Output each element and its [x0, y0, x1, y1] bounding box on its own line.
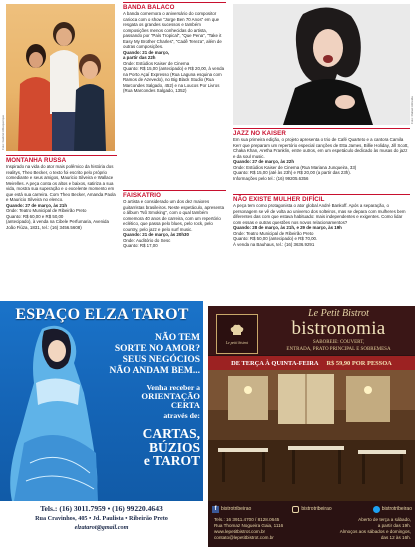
divider	[123, 2, 226, 3]
jazz-singer-photo	[233, 4, 410, 125]
bistrot-tel[interactable]: Tels.: 16 3911.4700 / 8128.0645	[214, 517, 280, 522]
elza-contact	[0, 501, 203, 547]
bistrot-sub2: ENTRADA, PRATO PRINCIPAL E SOBREMESA	[286, 347, 391, 352]
article-time: a partir das 22h	[123, 55, 156, 60]
article-when: Quando: 21 de março, às 20h30	[123, 232, 189, 237]
bistrot-hours	[330, 517, 411, 541]
instagram-link[interactable]: bistrotribeirao	[292, 506, 331, 513]
bistrot-logo	[216, 314, 258, 354]
article-body: Em sua primeira edição, o projeto apresenta o trio de Café Quarteto e a cantora Camila Kerr que preparam um repertório especial canções de Etta James, Billie Holiday, Jill Scott, Chaka Khan, Aretha Franklin, entre outros, em um espetáculo dedicado às musas do jazz e da soul music.	[233, 137, 409, 159]
elza-title: ESPAÇO ELZA TAROT	[15, 306, 189, 323]
elza-v2: ORIENTAÇÃO	[141, 391, 200, 402]
elza-phones[interactable]: Tels.: (16) 3011.7959 • (16) 99220.4643	[40, 504, 163, 513]
elza-q2: SORTE NO AMOR?	[114, 344, 200, 354]
elza-address: Rua Cravinhos, 405 • Jd. Paulista • Ribeirão Preto	[35, 515, 168, 522]
article-body: Inspirado na vida do ator mais polêmico da história dos realitys, Theo Becker, o texto foi escrito pelo próprio comediante e seus amigos, Mauricio Silveira e Wallace Meirelles. A peça conta os altos e baixos, satiriza a sua vida, mostra sua superação e o excelente momento em que está sua carreira. Com Theo Becker, Amanda Paola e Mauricio Silveira no elenco.	[6, 164, 116, 202]
faiskatrio-article	[123, 192, 227, 249]
twitter-icon	[373, 506, 380, 513]
article-where: Onde: Teatro Municipal de Ribeirão Preto	[233, 230, 314, 236]
elza-c3: e TAROT	[143, 453, 200, 468]
elza-tarot-ad[interactable]	[0, 301, 203, 547]
twitter-link[interactable]: bistrotribeirao	[373, 506, 412, 513]
article-extra: À venda na Bauhaus, tel.: (16) 3636.9291	[233, 241, 315, 247]
article-price: Quanto: R$ 15,00 (antecipado) e R$ 20,00, à venda na Porto Açaí Expresso (Rua Laguna esquina com Ramos de Azevedo), no Big Black Studio (Rua Marcondes Salgado, 452) e na Loucos Por Livros (Rua Marcondes Salgado, 1352)	[123, 66, 225, 93]
photo-credit: Foto: Gabriel Albuquerque	[1, 114, 5, 150]
article-price: Quanto: R$ 60,00 e R$ 50,00	[6, 213, 64, 219]
article-price: Quanto: R$ 50,00 (antecipado) e R$ 70,00.	[233, 236, 318, 241]
bistrot-addr: Rua Thomaz Nogueira Gaia, 1116	[214, 523, 284, 528]
article-price: Quanto: R$ 15,00 (até às 23h) e R$ 20,00 (a partir das 23h).	[233, 170, 351, 175]
divider	[123, 190, 226, 191]
elza-v4: através de:	[163, 410, 200, 420]
article-where: Onde: Estúdios Kaiser de Cinema	[123, 60, 190, 66]
elza-email[interactable]: elzatarot@gmail.com	[74, 524, 129, 531]
divider	[233, 194, 410, 195]
bistrot-social	[212, 504, 412, 514]
hours-line: Almoços aos sábados e domingos,	[339, 529, 411, 534]
elza-q4: NÃO ANDAM BEM...	[109, 366, 200, 376]
bistrot-header	[208, 306, 415, 355]
instagram-icon	[292, 506, 299, 513]
hours-line: Aberto de terça a sábado,	[358, 517, 411, 522]
bistrot-days: DE TERÇA À QUINTA-FEIRA	[231, 359, 319, 367]
article-info: Informações pelo tel.: (16) 99205.6356	[233, 175, 309, 181]
bistrot-sub1: SABOREIE: COUVERT,	[312, 340, 365, 345]
elza-c1: CARTAS,	[142, 426, 200, 441]
elza-services	[112, 427, 200, 468]
bistrot-ad[interactable]	[208, 306, 415, 547]
article-title: NÃO EXISTE MULHER DIFÍCIL	[233, 196, 325, 203]
elza-q3: SEUS NEGÓCIOS	[122, 355, 200, 365]
photo-credit: Foto: Rafael Almeida	[410, 96, 414, 124]
hours-line: a partir das 19h.	[377, 523, 411, 528]
article-title: FAISKATRIO	[123, 192, 162, 199]
article-when: Quando: 21 de março,	[123, 49, 170, 55]
elza-c2: BÚZIOS	[148, 439, 200, 455]
bistrot-price: R$ 59,90 POR PESSOA	[326, 359, 392, 367]
bistrot-price-band	[208, 356, 415, 370]
bistrot-brand-main: bistronomia	[291, 318, 386, 339]
elza-questions	[92, 333, 200, 377]
article-where: Onde: Auditório do Sesc	[123, 237, 171, 243]
bistrot-site[interactable]: www.lepetitbistrot.com.br	[214, 529, 266, 534]
bistrot-logo-text: Le petit bistrot	[225, 341, 249, 345]
article-body: A peça tem como protagonista o ator global André Bankoff. Após a separação, o personagem se vê de volta ao universo dos solteiros, mas se depara com mulheres bem diferentes das com que estava habituado: mais independentes e exigentes. Como lidar com essas e outras questões nos novos relacionamentos?	[233, 203, 406, 225]
facebook-icon: f	[212, 506, 219, 513]
hours-line: das 12 às 16h.	[380, 535, 411, 540]
elza-v3: CERTA	[170, 400, 200, 411]
chef-hat-icon	[229, 324, 245, 336]
bistrot-brand-top: Le Petit Bistrot	[308, 308, 369, 319]
article-where: Onde: Estúdios Kaiser de Cinema (Rua Mariana Junqueira, 33)	[233, 164, 357, 170]
divider	[233, 128, 410, 129]
elza-orientacao	[100, 383, 200, 420]
article-when: Quando: 28 de março, às 21h, e 29 de março, às 19h	[233, 225, 342, 230]
article-title: MONTANHA RUSSA	[6, 157, 67, 164]
article-title: BANDA BALACO	[123, 4, 175, 11]
article-when: Quando: 27 de março, às 21h	[6, 202, 68, 208]
divider	[6, 155, 117, 156]
article-body: A banda comemora o aniversário do compositor carioca com o show "Jorge Ben 70 Anos" em que resgata os grandes sucessos e também composições menos conhecidas do artista, passando por "País Tropical", "Que Pena", "Take it Easy My Brother Charles", "Cadê Tereza", além de outras composições.	[123, 11, 222, 49]
article-body: O artista e considerado um dos dez maiores guitarristas brasileiros. Neste espetáculo, apresenta o álbum "Nô Smoking", com o qual também comemora 40 anos de carreira, com um repertório eclético, que passa pelo blues, pelo rock, pelo country, pelo jazz e pelo surf music.	[123, 199, 225, 232]
article-price: Quanto: R$ 17,00	[123, 243, 158, 248]
bistrot-contact	[214, 517, 334, 541]
banda-balaco-article	[123, 4, 227, 94]
bistrot-footer	[208, 501, 415, 547]
facebook-link[interactable]: f bistrotribeirao	[212, 506, 251, 513]
elza-q1: NÃO TEM	[155, 333, 200, 343]
article-title: JAZZ NO KAISER	[233, 130, 286, 137]
elza-v1: Venha receber a	[146, 383, 200, 392]
montanha-russa-photo	[6, 4, 115, 151]
jazz-no-kaiser-article	[233, 130, 410, 181]
montanha-russa-article	[6, 157, 117, 230]
article-when: Quando: 27 de março, às 22h	[233, 159, 295, 164]
article-where: Onde: Teatro Municipal de Ribeirão Preto	[6, 208, 87, 213]
restaurant-interior-photo	[208, 370, 415, 501]
nao-existe-article	[233, 196, 410, 247]
article-extra: (antecipado), à venda na Cibele Perfumaria, Avenida João Fiúza, 1831, tel.: (16) 3456.5608)	[6, 219, 109, 230]
bistrot-mail[interactable]: contato@lepetitbistrot.com.br	[214, 535, 274, 540]
